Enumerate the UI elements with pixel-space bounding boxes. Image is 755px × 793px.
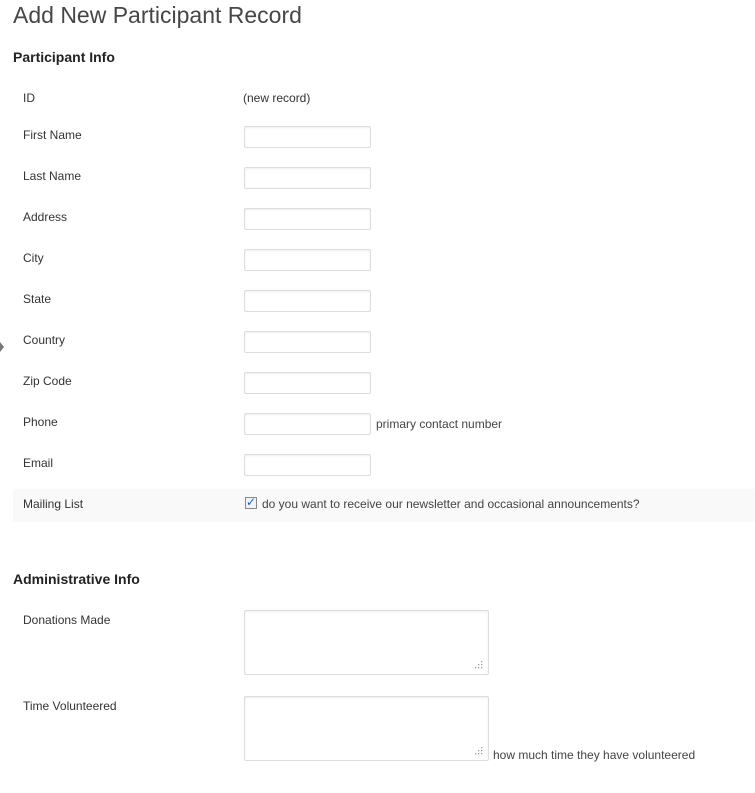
country-input[interactable] [244, 331, 371, 353]
time-volunteered-label: Time Volunteered [23, 699, 117, 713]
email-label: Email [23, 456, 54, 470]
last-name-label: Last Name [23, 169, 82, 183]
id-value: (new record) [243, 91, 311, 105]
state-input[interactable] [244, 290, 371, 312]
mailing-list-checkbox[interactable] [245, 497, 257, 509]
section-heading-administrative-info: Administrative Info [13, 571, 140, 587]
city-label: City [23, 251, 44, 265]
state-label: State [23, 292, 52, 306]
address-input[interactable] [244, 208, 371, 230]
first-name-label: First Name [23, 128, 82, 142]
time-volunteered-field[interactable] [244, 696, 489, 761]
page-title: Add New Participant Record [13, 2, 302, 28]
first-name-input[interactable] [244, 126, 371, 148]
id-label: ID [23, 91, 35, 105]
city-input[interactable] [244, 249, 371, 271]
last-name-input[interactable] [244, 167, 371, 189]
phone-help-text: primary contact number [376, 417, 503, 431]
phone-input[interactable] [244, 413, 371, 435]
mailing-list-checkbox-label[interactable]: do you want to receive our newsletter and occasional announcements? [262, 497, 640, 511]
resize-grip-icon[interactable] [474, 660, 483, 669]
mailing-list-label: Mailing List [23, 497, 84, 511]
donations-made-label: Donations Made [23, 613, 111, 627]
time-volunteered-help-text: how much time they have volunteered [493, 748, 696, 762]
phone-label: Phone [23, 415, 58, 429]
zip-code-input[interactable] [244, 372, 371, 394]
country-label: Country [23, 333, 66, 347]
collapse-arrow-icon [0, 342, 4, 352]
email-input[interactable] [244, 454, 371, 476]
time-volunteered-textarea[interactable] [245, 697, 488, 760]
donations-made-field[interactable] [244, 610, 489, 675]
donations-made-textarea[interactable] [245, 611, 488, 674]
zip-code-label: Zip Code [23, 374, 72, 388]
address-label: Address [23, 210, 68, 224]
resize-grip-icon[interactable] [474, 746, 483, 755]
checkmark-icon: ✓ [246, 495, 257, 509]
section-heading-participant-info: Participant Info [13, 49, 115, 65]
